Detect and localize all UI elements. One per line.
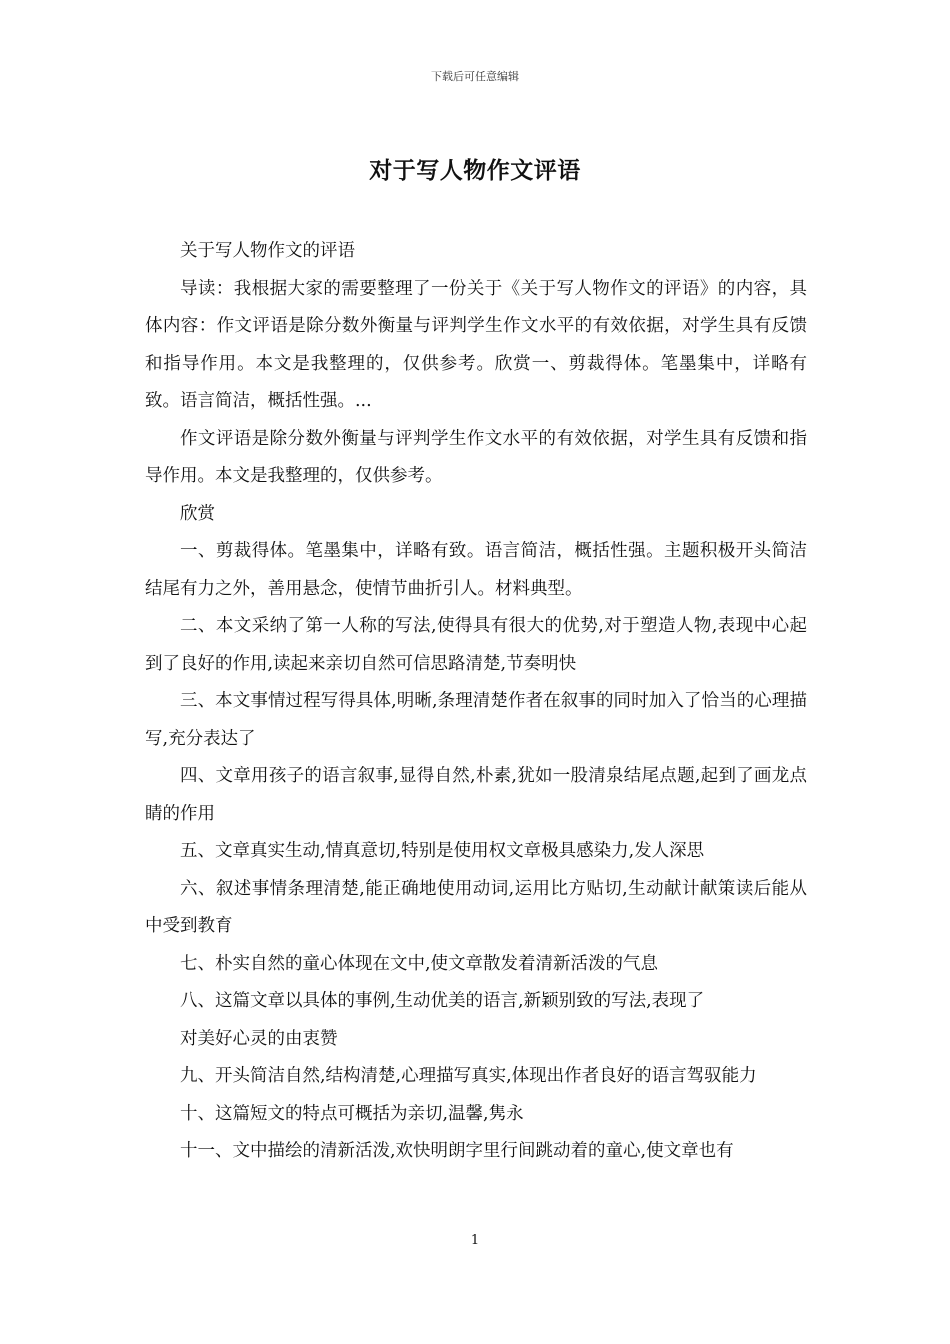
paragraph-section-heading: 欣赏 <box>180 503 215 524</box>
paragraph-item-8-continued: 对美好心灵的由衷赞 <box>180 1028 338 1049</box>
paragraph-item-6: 六、叙述事情条理清楚,能正确地使用动词,运用比方贴切,生动献计献策读后能从中受到教育 <box>145 878 807 936</box>
paragraph-item-11: 十一、文中描绘的清新活泼,欢快明朗字里行间跳动着的童心,使文章也有 <box>180 1141 734 1161</box>
paragraph-item-7: 七、朴实自然的童心体现在文中,使文章散发着清新活泼的气息 <box>180 953 659 974</box>
paragraph-item-4: 四、文章用孩子的语言叙事,显得自然,朴素,犹如一股清泉结尾点题,起到了画龙点睛的作用 <box>145 766 807 824</box>
paragraph-item-8: 八、这篇文章以具体的事例,生动优美的语言,新颖别致的写法,表现了 <box>180 991 705 1011</box>
paragraph-subtitle: 关于写人物作文的评语 <box>180 241 355 261</box>
document-body <box>145 233 807 1171</box>
paragraph-item-1: 一、剪裁得体。笔墨集中，详略有致。语言简洁，概括性强。主题积极开头简洁结尾有力之外，善用悬念，使情节曲折引人。材料典型。 <box>145 541 807 599</box>
paragraph-item-5: 五、文章真实生动,情真意切,特别是使用权文章极具感染力,发人深思 <box>180 841 705 861</box>
paragraph-item-9: 九、开头简洁自然,结构清楚,心理描写真实,体现出作者良好的语言驾驭能力 <box>180 1066 757 1086</box>
document-title: 对于写人物作文评语 <box>369 157 581 184</box>
paragraph-item-2: 二、本文采纳了第一人称的写法,使得具有很大的优势,对于塑造人物,表现中心起到了良好的作用,读起来亲切自然可信思路清楚,节奏明快 <box>145 616 807 674</box>
paragraph-item-3: 三、本文事情过程写得具体,明晰,条理清楚作者在叙事的同时加入了恰当的心理描写,充分表达了 <box>145 691 807 749</box>
paragraph-item-10: 十、这篇短文的特点可概括为亲切,温馨,隽永 <box>180 1103 524 1124</box>
paragraph-description: 作文评语是除分数外衡量与评判学生作文水平的有效依据，对学生具有反馈和指导作用。本文是我整理的，仅供参考。 <box>145 428 807 486</box>
page-number: 1 <box>470 1233 480 1248</box>
header-note: 下载后可任意编辑 <box>431 70 519 83</box>
paragraph-intro: 导读：我根据大家的需要整理了一份关于《关于写人物作文的评语》的内容，具体内容：作文评语是除分数外衡量与评判学生作文水平的有效依据，对学生具有反馈和指导作用。本文是我整理的，仅供参考。欣赏一、剪裁得体。笔墨集中，详略有致。语言简洁，概括性强。... <box>145 278 807 411</box>
